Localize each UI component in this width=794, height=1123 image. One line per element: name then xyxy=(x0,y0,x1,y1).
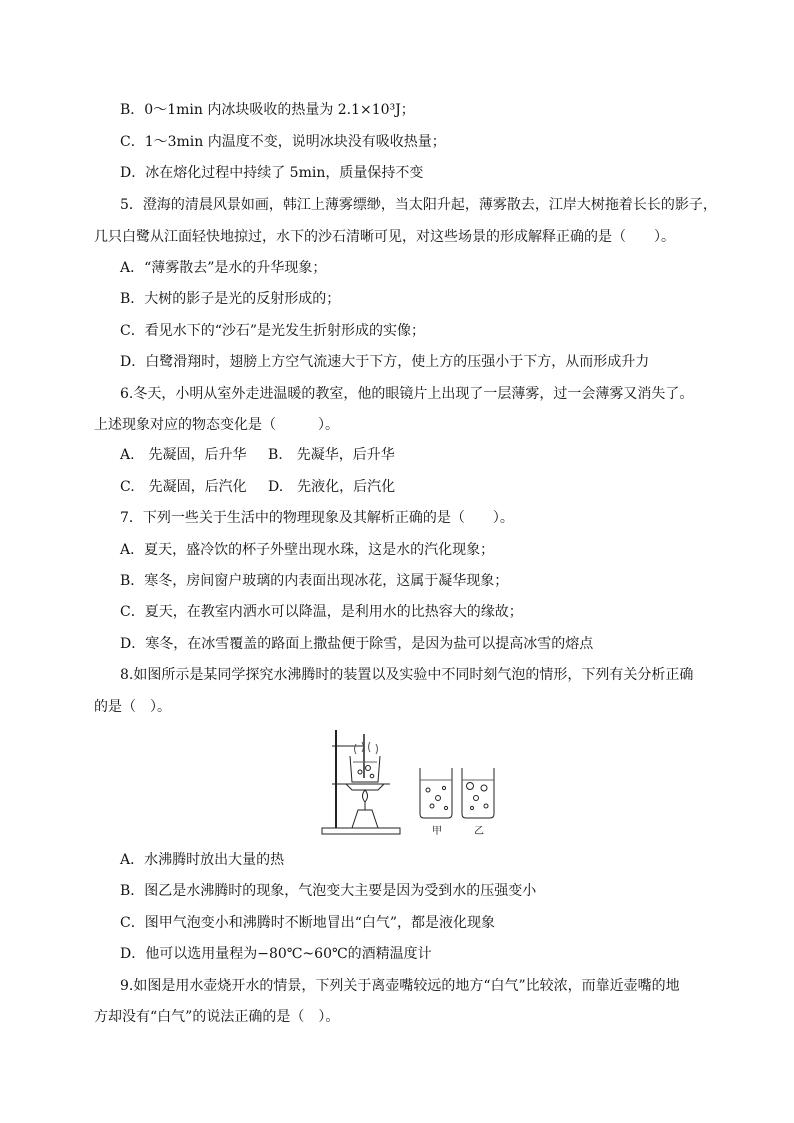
q6-options-row2 xyxy=(120,477,395,497)
q7-option-a: A．夏天，盛冷饮的杯子外壁出现水珠，这是水的汽化现象； xyxy=(120,542,495,558)
q6-stem-line2: 上述现象对应的物态变化是（ ）。 xyxy=(94,417,339,433)
q8-stem-line1: 8.如图所示是某同学探究水沸腾时的装置以及实验中不同时刻气泡的情形，下列有关分析正确 xyxy=(120,667,694,683)
q8-option-b: B．图乙是水沸腾时的现象，气泡变大主要是因为受到水的压强变小 xyxy=(120,883,537,899)
q4-option-c: C．1～3min 内温度不变，说明冰块没有吸收热量； xyxy=(120,134,446,150)
steam-lines xyxy=(355,742,378,754)
q6-stem-line1: 6.冬天，小明从室外走进温暖的教室，他的眼镜片上出现了一层薄雾，过一会薄雾又消失了。 xyxy=(120,386,694,402)
stand-beaker xyxy=(350,756,380,782)
q7-option-c: C．夏天，在教室内洒水可以降温，是利用水的比热容大的缘故； xyxy=(120,604,523,620)
wire-gauze xyxy=(346,784,384,790)
stand-base xyxy=(322,828,400,834)
q5-option-b: B．大树的影子是光的反射形成的； xyxy=(120,291,341,307)
bubble xyxy=(442,786,445,789)
bubble xyxy=(436,796,441,801)
bubble xyxy=(481,785,487,791)
bubble xyxy=(370,774,374,778)
q9-stem-line1: 9.如图是用水壶烧开水的情景，下列关于离壶嘴较远的地方“白气”比较浓，而靠近壶嘴的地 xyxy=(120,978,680,994)
bubble xyxy=(484,804,488,808)
q5-option-d: D．白鹭滑翔时，翅膀上方空气流速大于下方，使上方的压强小于下方，从而形成升力 xyxy=(120,354,650,370)
q6-option-b: B. 先凝华，后升华 xyxy=(268,447,395,463)
beaker-yi xyxy=(462,768,494,818)
q5-stem-line1: 5．澄海的清晨风景如画，韩江上薄雾缥缈，当太阳升起，薄雾散去，江岸大树拖着长长的影子， xyxy=(120,197,717,213)
q9-stem-line2: 方却没有“白气”的说法正确的是（ ）。 xyxy=(94,1009,340,1025)
boiling-experiment-figure xyxy=(320,728,500,840)
q7-option-d: D．寒冬，在冰雪覆盖的路面上撒盐便于除雪，是因为盐可以提高冰雪的熔点 xyxy=(120,636,594,652)
q8-option-d: D．他可以选用量程为−80℃~60℃的酒精温度计 xyxy=(120,946,432,962)
bubble xyxy=(430,804,434,808)
boiling-apparatus-drawing xyxy=(320,728,500,840)
bubble xyxy=(444,806,447,809)
q8-option-c: C．图甲气泡变小和沸腾时不断地冒出“白气”，都是液化现象 xyxy=(120,915,496,931)
q7-option-b: B．寒冬，房间窗户玻璃的内表面出现冰花，这属于凝华现象； xyxy=(120,573,509,589)
q7-stem: 7．下列一些关于生活中的物理现象及其解析正确的是（ ）。 xyxy=(120,510,514,526)
q6-options-row1 xyxy=(120,445,395,465)
beaker-jia xyxy=(420,768,452,818)
figure-label-jia: 甲 xyxy=(432,826,442,837)
bubble xyxy=(474,796,479,801)
q5-stem-line2: 几只白鹭从江面轻快地掠过，水下的沙石清晰可见，对这些场景的形成解释正确的是（ ）。 xyxy=(94,229,675,245)
bubble xyxy=(358,770,362,774)
bubble xyxy=(470,806,473,809)
bubble xyxy=(467,783,474,790)
q8-stem-line2: 的是（ ）。 xyxy=(94,699,171,715)
flame xyxy=(363,790,368,802)
figure-label-yi: 乙 xyxy=(474,826,484,837)
q8-option-a: A．水沸腾时放出大量的热 xyxy=(120,852,285,868)
bubble xyxy=(366,766,371,771)
alcohol-lamp xyxy=(352,810,378,828)
q5-option-a: A．“薄雾散去”是水的升华现象； xyxy=(120,260,327,276)
q5-option-c: C．看见水下的“沙石”是光发生折射形成的实像； xyxy=(120,323,426,339)
q6-option-c: C. 先凝固，后汽化 xyxy=(120,479,247,495)
q4-option-b: B．0～1min 内冰块吸收的热量为 2.1×10³J； xyxy=(120,102,415,118)
q4-option-d: D．冰在熔化过程中持续了 5min，质量保持不变 xyxy=(120,165,424,181)
bubble xyxy=(426,788,430,792)
q6-option-d: D. 先液化，后汽化 xyxy=(268,479,396,495)
q6-option-a: A. 先凝固，后升华 xyxy=(120,447,247,463)
